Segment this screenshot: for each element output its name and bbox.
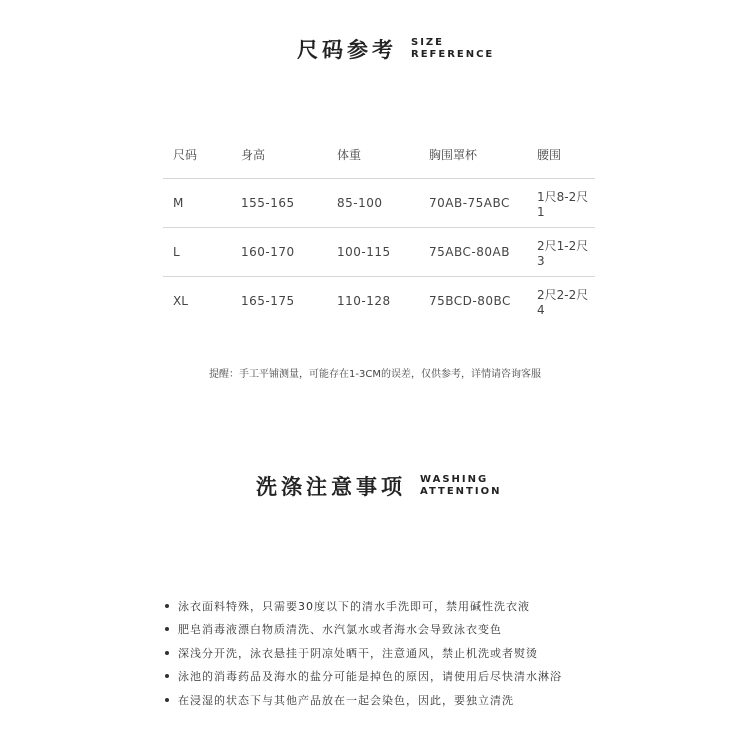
cell-size: XL <box>163 277 241 326</box>
cell-height: 160-170 <box>241 228 336 277</box>
wash-title-en-line2: ATTENTION <box>420 486 502 497</box>
cell-waist: 2尺2-2尺4 <box>536 277 595 326</box>
list-item-text: 在浸湿的状态下与其他产品放在一起会染色，因此，要独立清洗 <box>178 693 514 707</box>
cell-weight: 100-115 <box>336 228 428 277</box>
size-title-en-line2: REFERENCE <box>411 49 495 60</box>
size-title-zh: 尺码参考 <box>297 38 397 62</box>
cell-bust-cup: 75BCD-80BC <box>428 277 536 326</box>
cell-bust-cup: 75ABC-80AB <box>428 228 536 277</box>
cell-waist: 1尺8-2尺1 <box>536 179 595 228</box>
list-item-text: 肥皂消毒液漂白物质清洗、水汽氯水或者海水会导致泳衣变色 <box>178 623 502 637</box>
list-item-text: 深浅分开洗，泳衣悬挂于阴凉处晒干，注意通风，禁止机洗或者熨烫 <box>178 646 538 660</box>
bullet-dot-icon <box>165 651 169 655</box>
header-height: 身高 <box>241 147 266 162</box>
washing-instructions-list <box>165 594 562 712</box>
washing-attention-title <box>256 471 501 501</box>
bullet-dot-icon <box>165 604 169 608</box>
table-row <box>163 228 595 277</box>
size-title-en <box>411 37 494 61</box>
bullet-dot-icon <box>165 674 169 678</box>
header-size: 尺码 <box>173 147 198 162</box>
list-item <box>165 594 562 618</box>
bullet-dot-icon <box>165 698 169 702</box>
cell-size: M <box>163 179 241 228</box>
header-waist: 腰围 <box>537 147 562 162</box>
measurement-note: 提醒：手工平铺测量，可能存在1-3CM的误差，仅供参考，详情请咨询客服 <box>209 369 541 380</box>
size-table <box>163 130 595 325</box>
wash-title-en-line1: WASHING <box>420 474 489 485</box>
size-title-en-line1: SIZE <box>411 37 445 48</box>
list-item-text: 泳衣面料特殊，只需要30度以下的清水手洗即可，禁用碱性洗衣液 <box>178 599 530 613</box>
size-table-header-row <box>163 130 595 179</box>
cell-waist: 2尺1-2尺3 <box>536 228 595 277</box>
size-reference-title <box>297 34 494 64</box>
list-item <box>165 641 562 665</box>
wash-title-zh: 洗涤注意事项 <box>256 475 406 499</box>
table-row <box>163 179 595 228</box>
wash-title-en <box>420 474 501 498</box>
bullet-dot-icon <box>165 627 169 631</box>
cell-weight: 110-128 <box>336 277 428 326</box>
cell-weight: 85-100 <box>336 179 428 228</box>
list-item <box>165 665 562 689</box>
cell-size: L <box>163 228 241 277</box>
cell-bust-cup: 70AB-75ABC <box>428 179 536 228</box>
cell-height: 155-165 <box>241 179 336 228</box>
header-weight: 体重 <box>337 147 362 162</box>
list-item-text: 泳池的消毒药品及海水的盐分可能是掉色的原因，请使用后尽快清水淋浴 <box>178 670 562 684</box>
list-item <box>165 688 562 712</box>
table-row <box>163 277 595 326</box>
list-item <box>165 618 562 642</box>
header-bust-cup: 胸围罩杯 <box>429 147 478 162</box>
cell-height: 165-175 <box>241 277 336 326</box>
